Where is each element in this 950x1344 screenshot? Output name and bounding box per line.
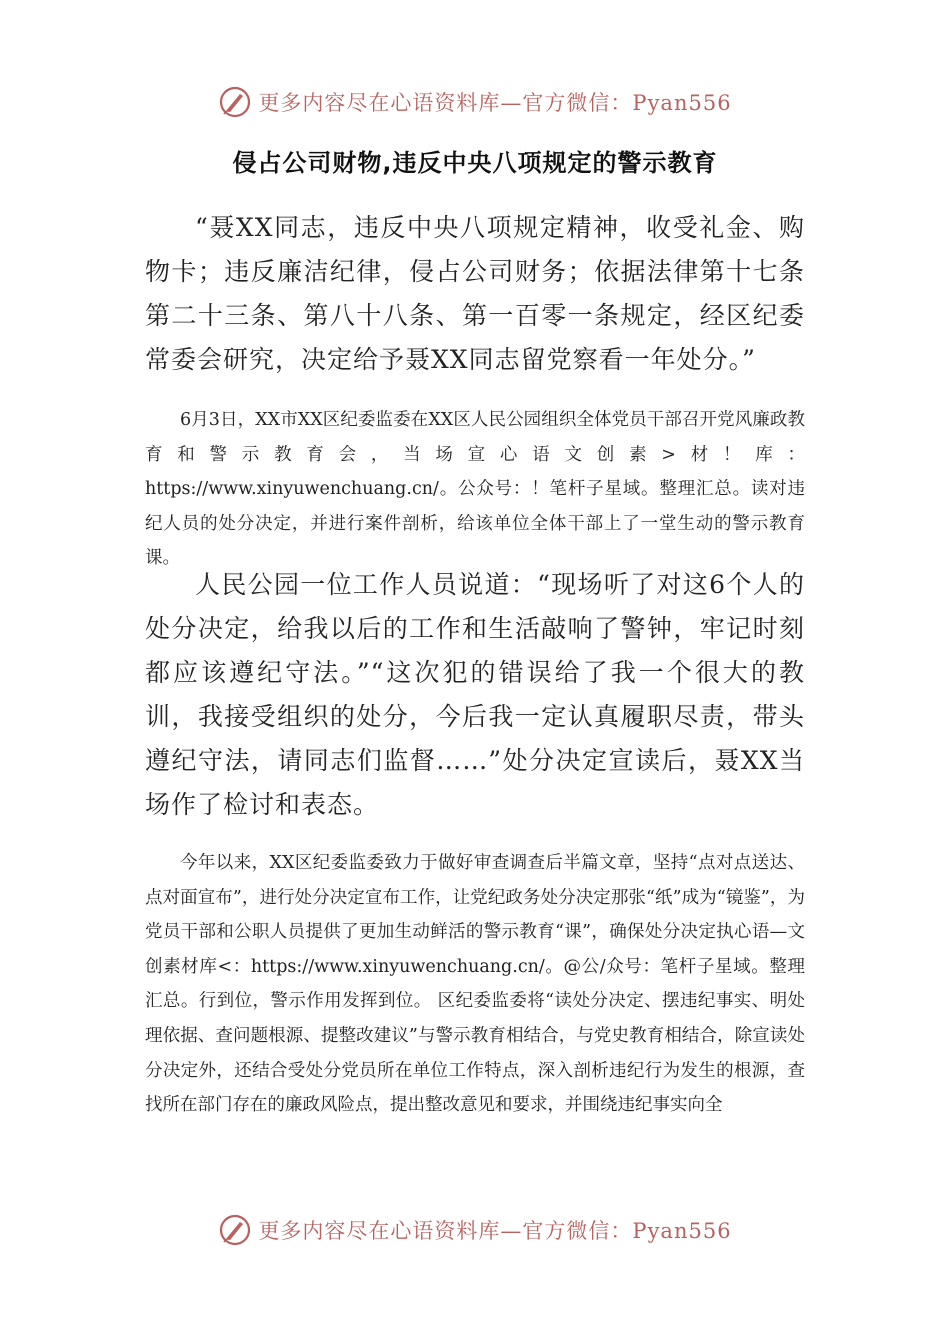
paragraph-verdict-quote: “聂XX同志，违反中央八项规定精神，收受礼金、购物卡；违反廉洁纪律，侵占公司财务；依据法律第十七条第二十三条、第八十八条、第一百零一条规定，经区纪委常委会研究，决定给予聂XX同志留党察看一年处分。” bbox=[145, 213, 805, 374]
banner-text: 更多内容尽在心语资料库—官方微信：Pyan556 bbox=[258, 1219, 732, 1243]
paragraph-work-summary: 今年以来，XX区纪委监委致力于做好审查调查后半篇文章，坚持“点对点送达、点对面宣布”，进行处分决定宣布工作，让党纪政务处分决定那张“纸”成为“镜鉴”，为党员干部和公职人员提供了更加生动鲜活的警示教育“课”，确保处分决定执心语—文创素材库<：https://www.xinyuwenchuang.cn/。@公/众号：笔杆子星域。整理汇总。行到位，警示作用发挥到位。 区纪委监委将“读处分决定、摆违纪事实、明处理依据、查问题根源、提整改建议”与警示教育相结合，与党史教育相结合，除宣读处分决定外，还结合受处分党员所在单位工作特点，深入剖析违纪行为发生的根源，查找所在部门存在的廉政风险点，提出整改意见和要求，并围绕违纪事实向全 bbox=[145, 853, 805, 1116]
paragraph-meeting: 6月3日，XX市XX区纪委监委在XX区人民公园组织全体党员干部召开党风廉政教育和警示教育会，当场宣心语文创素>材！库：https://www.xinyuwenchuang.cn/。公众号：！笔杆子星域。整理汇总。读对违纪人员的处分决定，并进行案件剖析，给该单位全体干部上了一堂生动的警示教育课。 bbox=[145, 410, 805, 569]
quill-pen-logo-icon bbox=[218, 1213, 252, 1247]
banner-text: 更多内容尽在心语资料库—官方微信：Pyan556 bbox=[258, 91, 732, 115]
quill-pen-logo-icon bbox=[218, 85, 252, 119]
footer-banner bbox=[0, 1208, 950, 1252]
header-banner bbox=[0, 80, 950, 124]
document-title: 侵占公司财物,违反中央八项规定的警示教育 bbox=[232, 149, 718, 177]
paragraph-staff-quote: 人民公园一位工作人员说道：“现场听了对这6个人的处分决定，给我以后的工作和生活敲响了警钟，牢记时刻都应该遵纪守法。”“这次犯的错误给了我一个很大的教训，我接受组织的处分，今后我一定认真履职尽责，带头遵纪守法，请同志们监督……”处分决定宣读后，聂XX当场作了检讨和表态。 bbox=[145, 570, 805, 819]
